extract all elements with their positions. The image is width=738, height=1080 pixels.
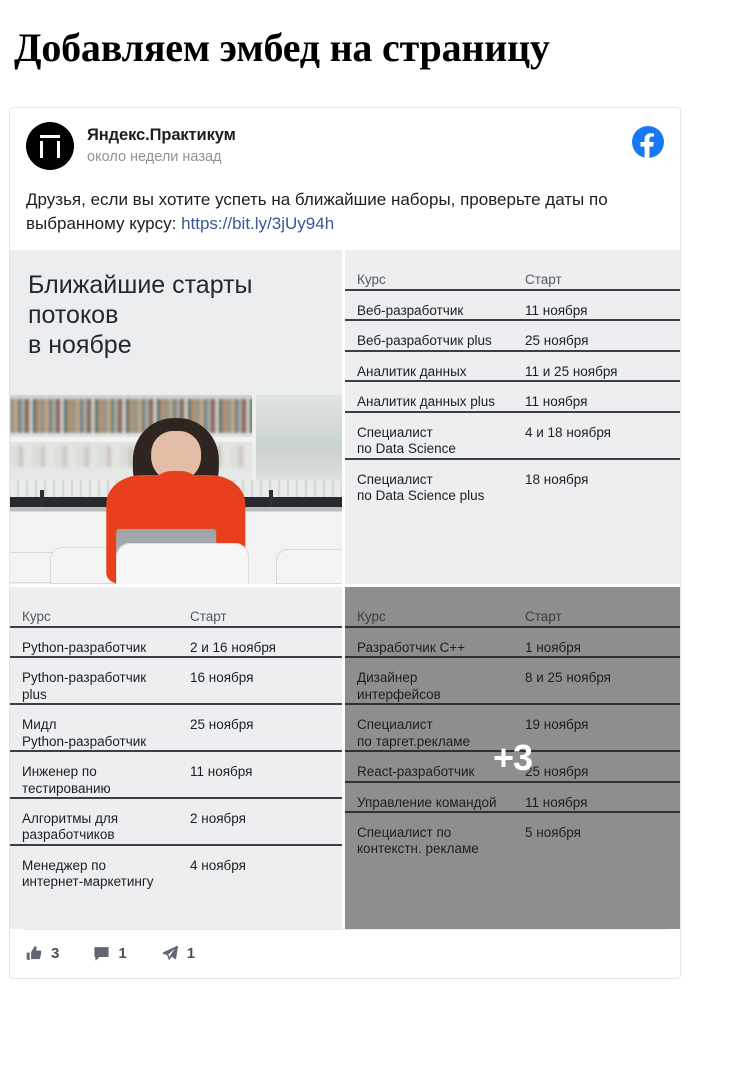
cell-course: Дизайнер интерфейсов <box>357 670 441 702</box>
post-body <box>10 170 680 250</box>
cell-course: React-разработчик <box>357 764 475 780</box>
table-row <box>345 380 680 410</box>
table-row <box>345 703 680 750</box>
cell-start: 8 и 25 ноября <box>525 670 611 686</box>
cell-course: Алгоритмы для разработчиков <box>22 811 119 843</box>
share-icon <box>161 944 179 962</box>
post-timestamp: около недели назад <box>87 149 222 166</box>
table-row <box>345 656 680 703</box>
cell-course: Мидл Python-разработчик <box>22 717 147 749</box>
cell-start: 25 ноября <box>525 764 589 780</box>
cell-start: 16 ноября <box>190 670 254 686</box>
table-row <box>345 626 680 656</box>
table-row <box>345 811 680 858</box>
cell-start: 18 ноября <box>525 471 589 487</box>
promo-headline-line2: потоков <box>28 301 119 330</box>
cell-start: 25 ноября <box>190 717 254 733</box>
reaction-comment-count: 1 <box>118 944 127 962</box>
cell-start: 2 ноября <box>190 811 246 826</box>
facebook-post-card <box>9 107 681 979</box>
post-author-block <box>87 125 236 167</box>
cell-course: Специалист по контекстн. рекламе <box>357 825 479 857</box>
table-row <box>345 411 680 458</box>
column-header-course: Курс <box>357 272 386 288</box>
column-header-course: Курс <box>22 609 51 625</box>
cell-course: Python-разработчик <box>22 639 147 655</box>
table-row <box>345 350 680 380</box>
cell-start: 11 ноября <box>190 764 253 780</box>
post-reactions-bar <box>24 929 666 978</box>
table-row <box>10 656 342 703</box>
praktikum-logo-icon <box>26 122 74 170</box>
table-row <box>10 626 342 656</box>
column-header-start: Старт <box>525 609 562 625</box>
post-author-name[interactable]: Яндекс.Практикум <box>87 125 236 144</box>
table-row <box>345 750 680 780</box>
course-table-3 <box>345 587 680 929</box>
post-body-text: Друзья, если вы хотите успеть на ближайшие наборы, проверьте даты по выбранному курсу: <box>26 190 608 234</box>
attachment-table-bottom-right[interactable] <box>345 587 680 929</box>
post-body-link[interactable]: https://bit.ly/3jUy94h <box>181 214 335 234</box>
cell-start: 4 и 18 ноября <box>525 424 611 440</box>
cell-course: Веб-разработчик <box>357 302 464 318</box>
cell-course: Менеджер по интернет-маркетингу <box>22 857 154 890</box>
cell-start: 11 ноября <box>525 302 588 318</box>
reaction-comment[interactable] <box>93 945 126 962</box>
comment-icon <box>93 945 110 962</box>
attachment-promo[interactable] <box>10 250 342 584</box>
attachment-table-bottom-left[interactable] <box>10 587 342 929</box>
cell-course: Разработчик C++ <box>357 639 465 655</box>
cell-course: Инженер по тестированию <box>22 764 111 796</box>
column-header-start: Старт <box>190 609 227 625</box>
cell-course: Аналитик данных plus <box>357 394 496 410</box>
cell-start: 1 ноября <box>525 639 581 655</box>
cell-course: Специалист по Data Science plus <box>357 471 485 503</box>
promo-headline <box>10 250 342 395</box>
cell-start: 25 ноября <box>525 333 589 349</box>
promo-headline-line3: в ноябре <box>28 331 132 360</box>
cell-course: Веб-разработчик plus <box>357 333 492 349</box>
table-row <box>10 844 342 891</box>
promo-headline-line1: Ближайшие старты <box>28 271 253 300</box>
cell-start: 11 и 25 ноября <box>525 363 618 379</box>
table-row <box>345 289 680 319</box>
cell-course: Специалист по Data Science <box>357 424 456 457</box>
woman-at-laptop-photo <box>10 395 342 584</box>
table-row <box>345 458 680 505</box>
course-table-1 <box>345 250 680 584</box>
reaction-share[interactable] <box>161 944 195 962</box>
cell-start: 5 ноября <box>525 825 581 840</box>
table-row <box>10 703 342 750</box>
table-header-row <box>10 587 342 625</box>
thumbs-up-icon <box>26 945 43 962</box>
cell-start: 2 и 16 ноября <box>190 639 276 655</box>
more-photos-count: +3 <box>492 737 533 779</box>
post-header <box>10 108 680 170</box>
cell-course: Аналитик данных <box>357 363 467 379</box>
cell-course: Специалист по таргет.рекламе <box>357 717 470 749</box>
cell-start: 11 ноября <box>525 794 588 810</box>
table-row <box>345 781 680 811</box>
cell-course: Python-разработчик plus <box>22 670 147 702</box>
table-row <box>10 797 342 844</box>
cell-start: 19 ноября <box>525 717 589 733</box>
column-header-course: Курс <box>357 609 386 625</box>
table-header-row <box>345 250 680 288</box>
reaction-like[interactable] <box>26 945 59 962</box>
table-header-row <box>345 587 680 625</box>
reaction-like-count: 3 <box>51 944 60 962</box>
reaction-share-count: 1 <box>186 944 196 962</box>
table-row <box>10 750 342 797</box>
facebook-icon[interactable] <box>632 126 664 158</box>
attachment-grid <box>10 250 680 929</box>
table-row <box>345 319 680 349</box>
cell-start: 11 ноября <box>525 394 588 410</box>
column-header-start: Старт <box>525 272 562 288</box>
attachment-table-top-right[interactable] <box>345 250 680 584</box>
cell-course: Управление командой <box>357 794 497 810</box>
course-table-2 <box>10 587 342 929</box>
cell-start: 4 ноября <box>190 857 246 873</box>
page-title: Добавляем эмбед на страницу <box>14 25 550 70</box>
